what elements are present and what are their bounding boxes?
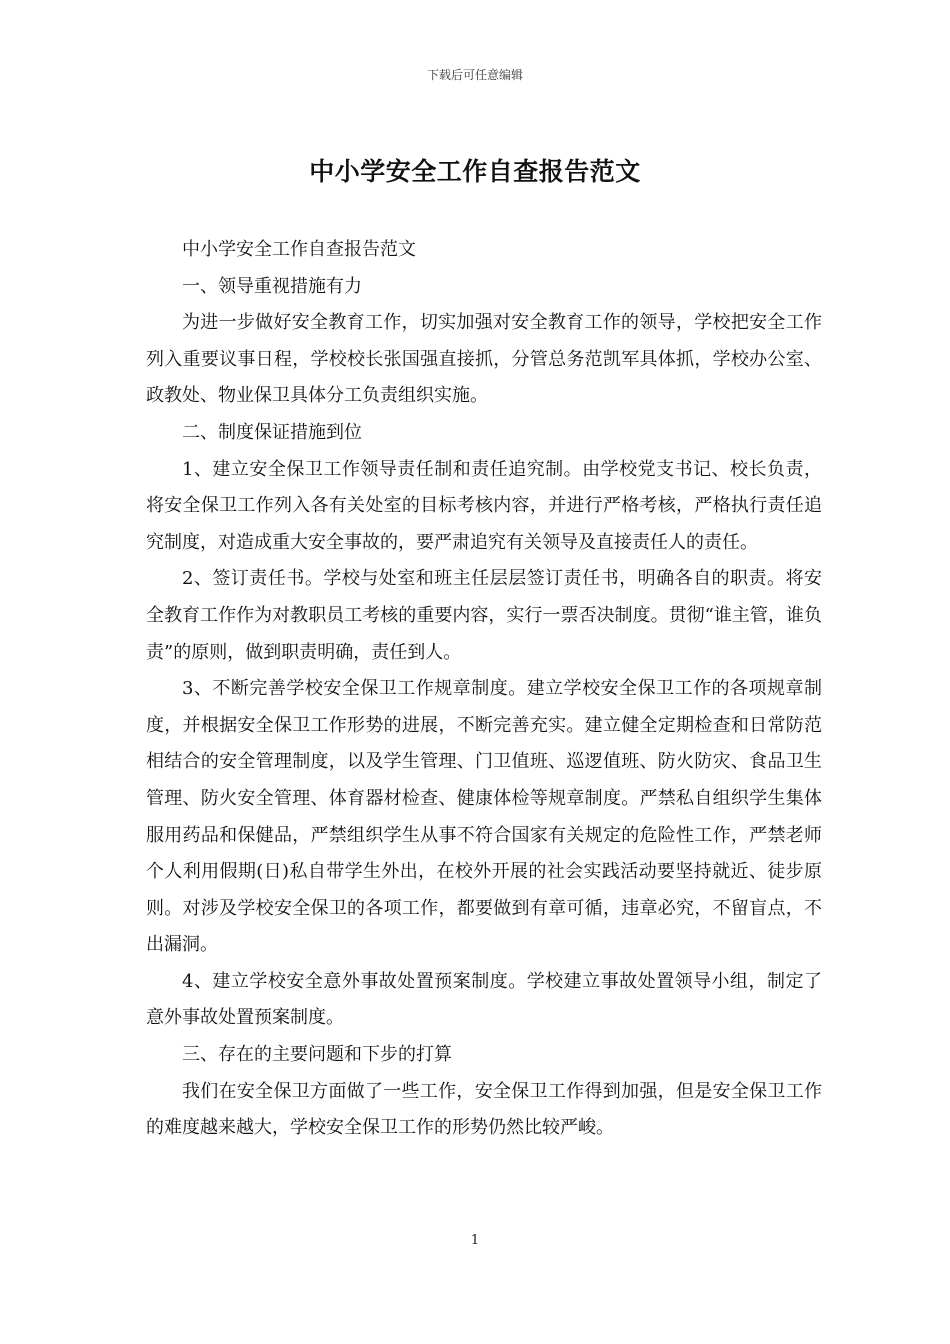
header-note: 下载后可任意编辑 (426, 68, 523, 82)
paragraph: 为进一步做好安全教育工作，切实加强对安全教育工作的领导，学校把安全工作列入重要议事日程，学校校长张国强直接抓，分管总务范凯军具体抓，学校办公室、政教处、物业保卫具体分工负责组织实施。 (146, 312, 822, 407)
section-heading-2: 二、制度保证措施到位 (182, 421, 362, 443)
paragraph: 1、建立安全保卫工作领导责任制和责任追究制。由学校党支书记、校长负责，将安全保卫工作列入各有关处室的目标考核内容，并进行严格考核，严格执行责任追究制度，对造成重大安全事故的，要严肃追究有关领导及直接责任人的责任。 (146, 458, 822, 553)
page-number: 1 (470, 1233, 480, 1248)
paragraph: 2、签订责任书。学校与处室和班主任层层签订责任书，明确各自的职责。将安全教育工作作为对教职员工考核的重要内容，实行一票否决制度。贯彻“谁主管，谁负责”的原则，做到职责明确，责任到人。 (146, 568, 822, 663)
paragraph: 我们在安全保卫方面做了一些工作，安全保卫工作得到加强，但是安全保卫工作的难度越来越大，学校安全保卫工作的形势仍然比较严峻。 (146, 1080, 822, 1139)
section-heading-3: 三、存在的主要问题和下步的打算 (182, 1044, 452, 1066)
section-heading-1: 一、领导重视措施有力 (182, 275, 362, 297)
paragraph: 3、不断完善学校安全保卫工作规章制度。建立学校安全保卫工作的各项规章制度，并根据安全保卫工作形势的进展，不断完善充实。建立健全定期检查和日常防范相结合的安全管理制度，以及学生管理、门卫值班、巡逻值班、防火防灾、食品卫生管理、防火安全管理、体育器材检查、健康体检等规章制度。严禁私自组织学生集体服用药品和保健品，严禁组织学生从事不符合国家有关规定的危险性工作，严禁老师个人利用假期(日)私自带学生外出，在校外开展的社会实践活动要坚持就近、徒步原则。对涉及学校安全保卫的各项工作，都要做到有章可循，违章必究，不留盲点，不出漏洞。 (146, 678, 822, 956)
document-body (146, 232, 822, 1147)
paragraph-subtitle: 中小学安全工作自查报告范文 (182, 239, 416, 260)
document-title: 中小学安全工作自查报告范文 (309, 157, 641, 186)
paragraph: 4、建立学校安全意外事故处置预案制度。学校建立事故处置领导小组，制定了意外事故处置预案制度。 (146, 970, 822, 1029)
